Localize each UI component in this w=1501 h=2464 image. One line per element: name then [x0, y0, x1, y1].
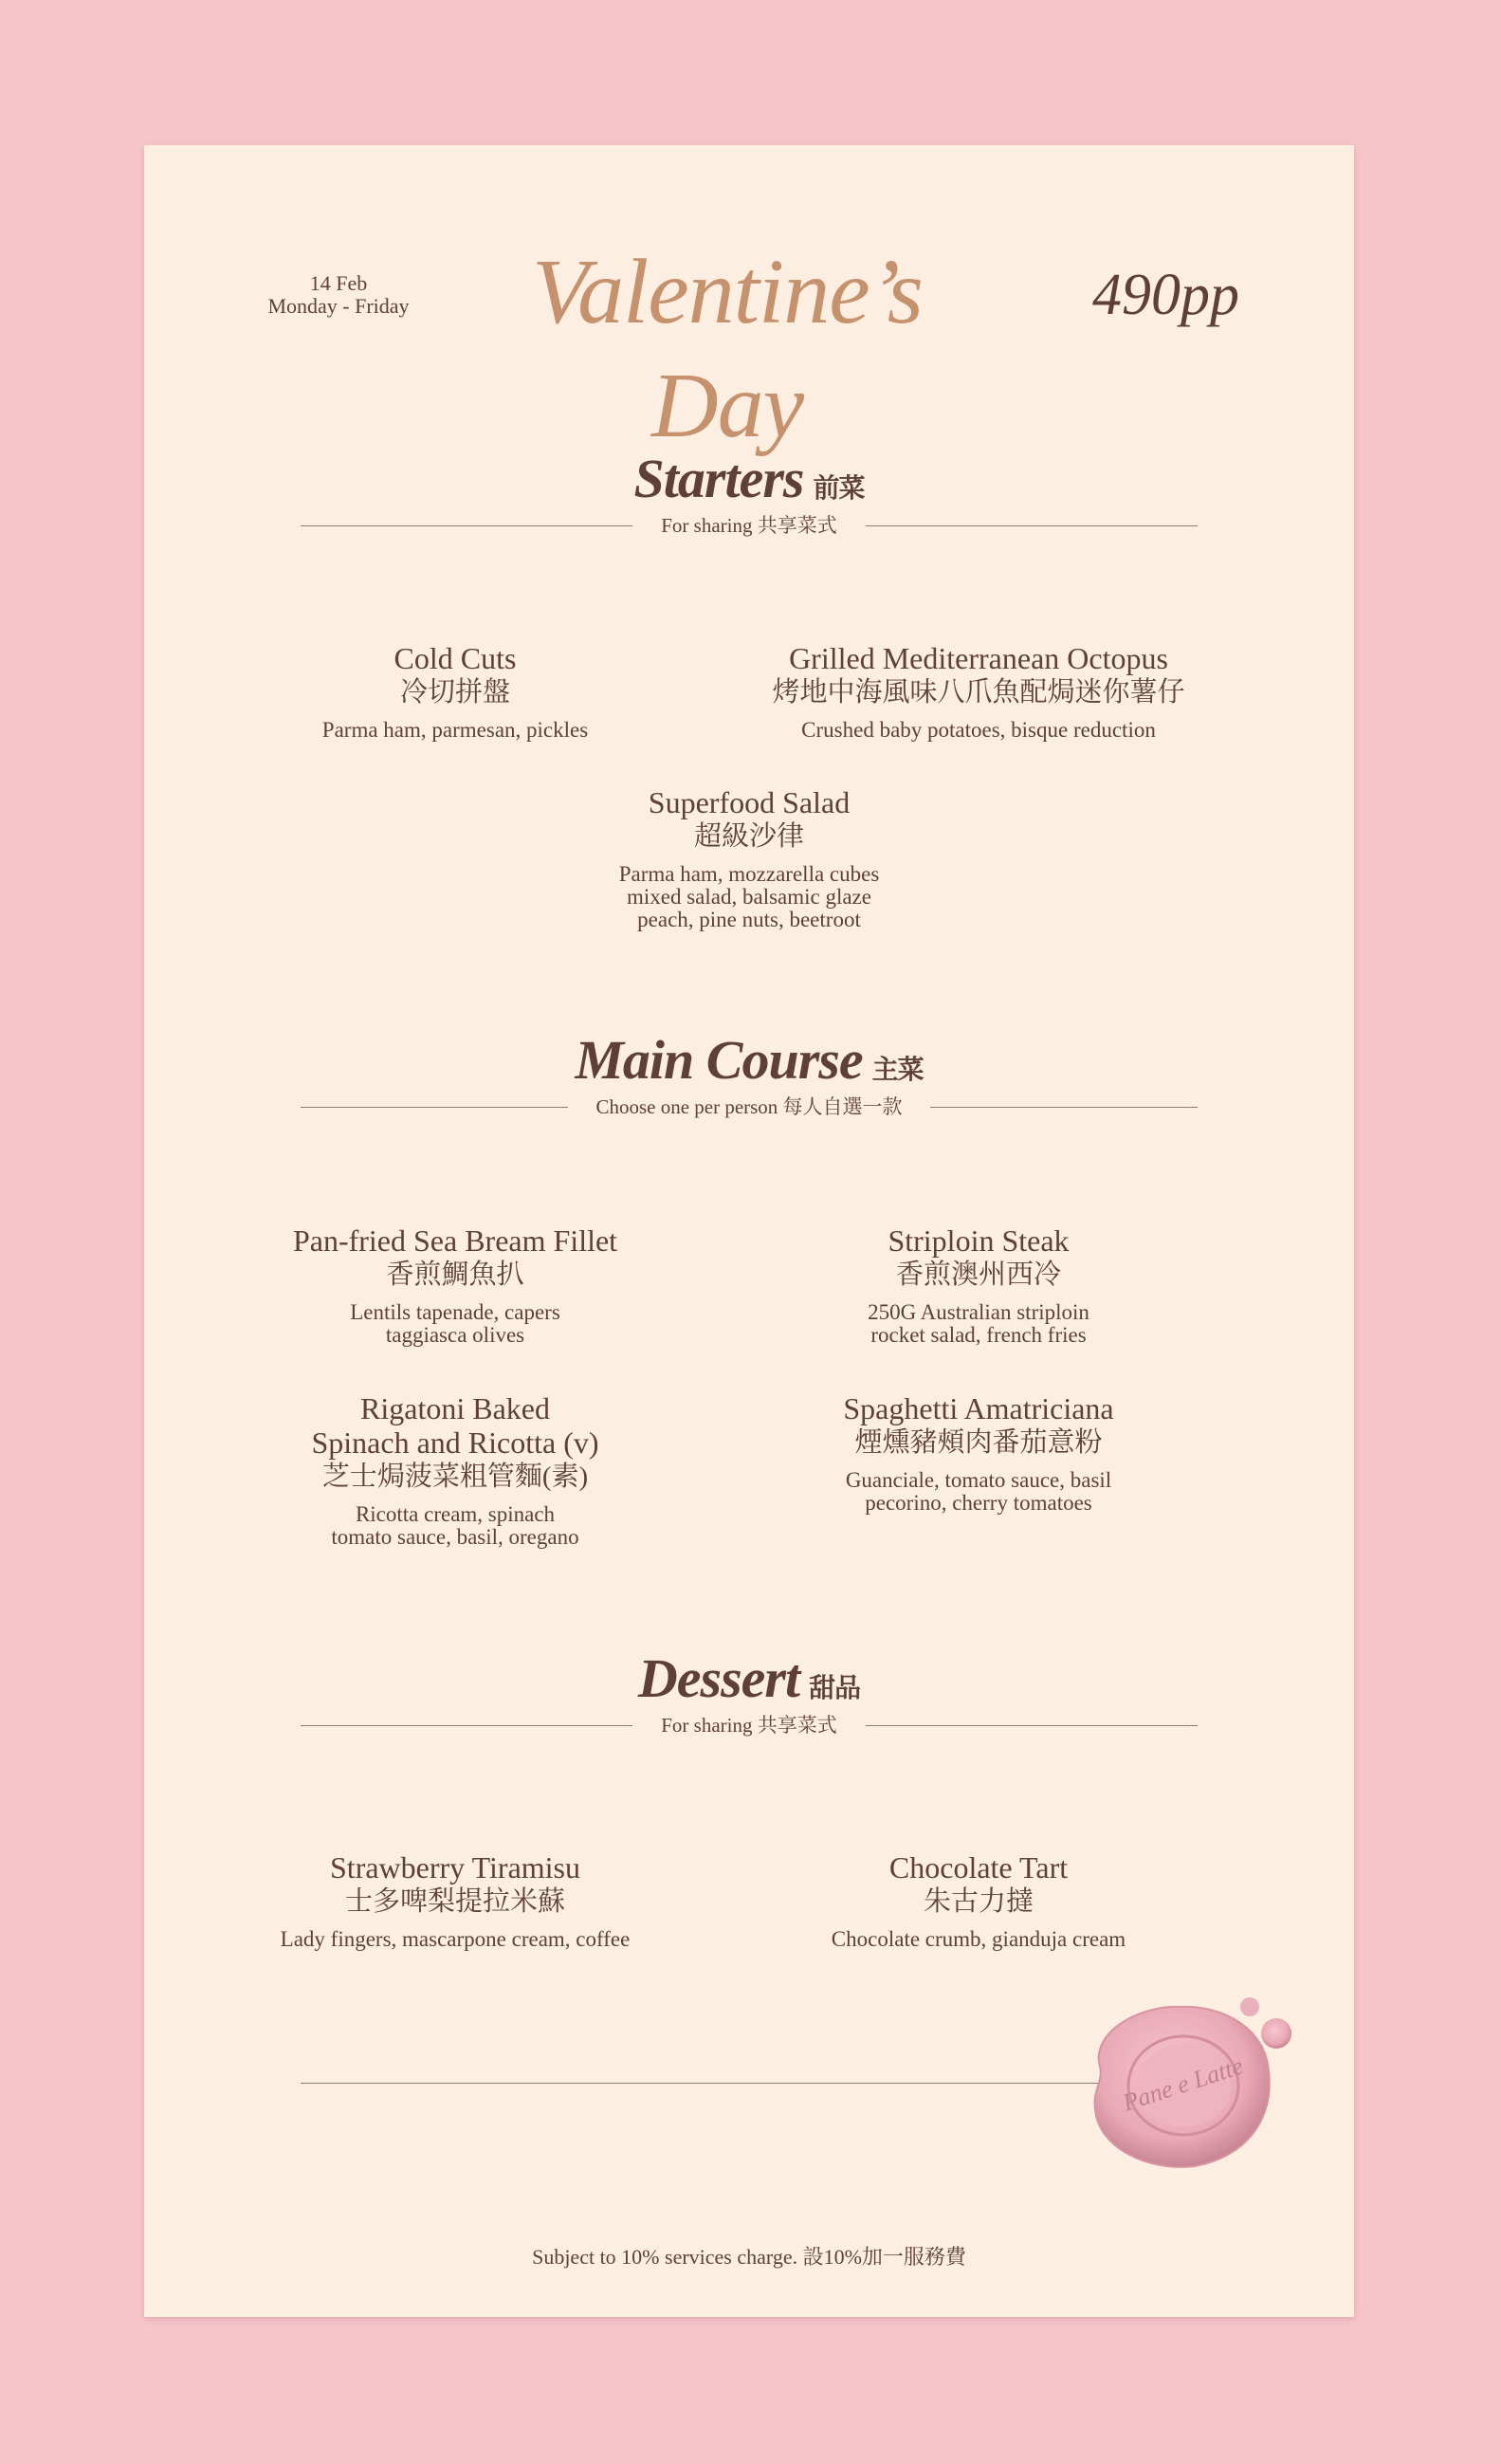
dish-name-line2: Spinach and Ricotta (v) — [311, 1425, 599, 1460]
dish-sea-bream — [256, 1223, 654, 1347]
starters-divider — [301, 512, 1198, 541]
dish-name: Cold Cuts — [394, 641, 517, 675]
wax-seal-logo — [1071, 1986, 1318, 2176]
menu-card — [144, 145, 1354, 2317]
dish-name-zh: 香煎鯛魚扒 — [386, 1260, 524, 1290]
dish-desc-line: Ricotta cream, spinach — [355, 1502, 556, 1526]
main-divider — [301, 1094, 1198, 1122]
dish-desc-line: taggiasca olives — [385, 1323, 525, 1347]
dish-desc-line: peach, pine nuts, beetroot — [637, 908, 861, 931]
dish-chocolate-tart — [732, 1850, 1225, 1951]
dish-name-zh: 士多啤梨提拉米蘇 — [344, 1886, 565, 1917]
dish-name: Superfood Salad — [648, 785, 851, 819]
service-charge-note: Subject to 10% services charge. 設10%加一服務費 — [532, 2245, 966, 2269]
dish-desc-line: pecorino, cherry tomatoes — [865, 1491, 1092, 1515]
date-day: 14 Feb — [309, 271, 368, 295]
starters-heading — [144, 446, 1354, 523]
dish-desc-line: Guanciale, tomato sauce, basil — [845, 1468, 1112, 1492]
dish-name: Spaghetti Amatriciana — [843, 1391, 1114, 1425]
dish-name-zh: 冷切拼盤 — [399, 677, 510, 708]
dish-octopus — [741, 641, 1216, 742]
date-info — [253, 272, 424, 318]
main-title: Main Course — [575, 1029, 863, 1091]
dessert-subtitle: For sharing 共享菜式 — [648, 1714, 851, 1737]
dish-desc-line: rocket salad, french fries — [870, 1323, 1087, 1347]
dish-name-zh: 煙燻豬頰肉番茄意粉 — [854, 1427, 1103, 1458]
dish-desc-line: Lentils tapenade, capers — [350, 1300, 560, 1324]
dish-desc-line: mixed salad, balsamic glaze — [626, 885, 871, 909]
svg-text:Pane e Latte: Pane e Latte — [1119, 2051, 1247, 2117]
dish-desc: Parma ham, parmesan, pickles — [321, 718, 589, 742]
dish-name: Rigatoni Baked — [360, 1391, 550, 1425]
dish-desc-line: Parma ham, mozzarella cubes — [618, 862, 880, 886]
date-range: Monday - Friday — [267, 294, 410, 318]
dessert-heading — [144, 1646, 1354, 1722]
dish-name-zh: 超級沙律 — [693, 821, 804, 852]
dish-superfood-salad — [503, 785, 996, 931]
dish-desc-line: tomato sauce, basil, oregano — [331, 1525, 579, 1549]
menu-title: Valentine’s Day — [532, 241, 923, 457]
main-subtitle: Choose one per person 每人自選一款 — [582, 1095, 915, 1118]
dish-rigatoni — [256, 1391, 654, 1549]
dish-desc: Crushed baby potatoes, bisque reduction — [801, 718, 1156, 742]
dessert-title: Dessert — [637, 1647, 800, 1709]
dish-name: Pan-fried Sea Bream Fillet — [292, 1223, 618, 1258]
dish-name: Strawberry Tiramisu — [330, 1850, 580, 1885]
price: 490pp — [1092, 263, 1239, 327]
dish-desc: Chocolate crumb, gianduja cream — [831, 1927, 1126, 1951]
dish-striploin — [760, 1223, 1197, 1347]
dish-name-zh: 烤地中海風味八爪魚配焗迷你薯仔 — [772, 677, 1185, 708]
dish-desc-line: 250G Australian striploin — [868, 1300, 1089, 1324]
starters-subtitle: For sharing 共享菜式 — [648, 514, 851, 537]
starters-title-zh: 前菜 — [813, 474, 865, 504]
dish-name: Grilled Mediterranean Octopus — [789, 641, 1168, 675]
main-title-zh: 主菜 — [871, 1056, 924, 1085]
dessert-divider — [301, 1712, 1198, 1740]
dish-name: Chocolate Tart — [888, 1850, 1069, 1885]
dish-name: Striploin Steak — [888, 1223, 1070, 1258]
dish-name-zh: 芝士焗菠菜粗管麵(素) — [321, 1462, 589, 1492]
main-heading — [144, 1027, 1354, 1104]
dish-name-zh: 香煎澳州西冷 — [895, 1260, 1061, 1290]
dessert-title-zh: 甜品 — [809, 1674, 861, 1703]
dish-amatriciana — [760, 1391, 1197, 1515]
dish-name-zh: 朱古力撻 — [923, 1886, 1034, 1917]
starters-title: Starters — [633, 448, 804, 509]
dish-tiramisu — [209, 1850, 702, 1951]
dish-cold-cuts — [256, 641, 654, 742]
dish-desc: Lady fingers, mascarpone cream, coffee — [280, 1927, 631, 1951]
